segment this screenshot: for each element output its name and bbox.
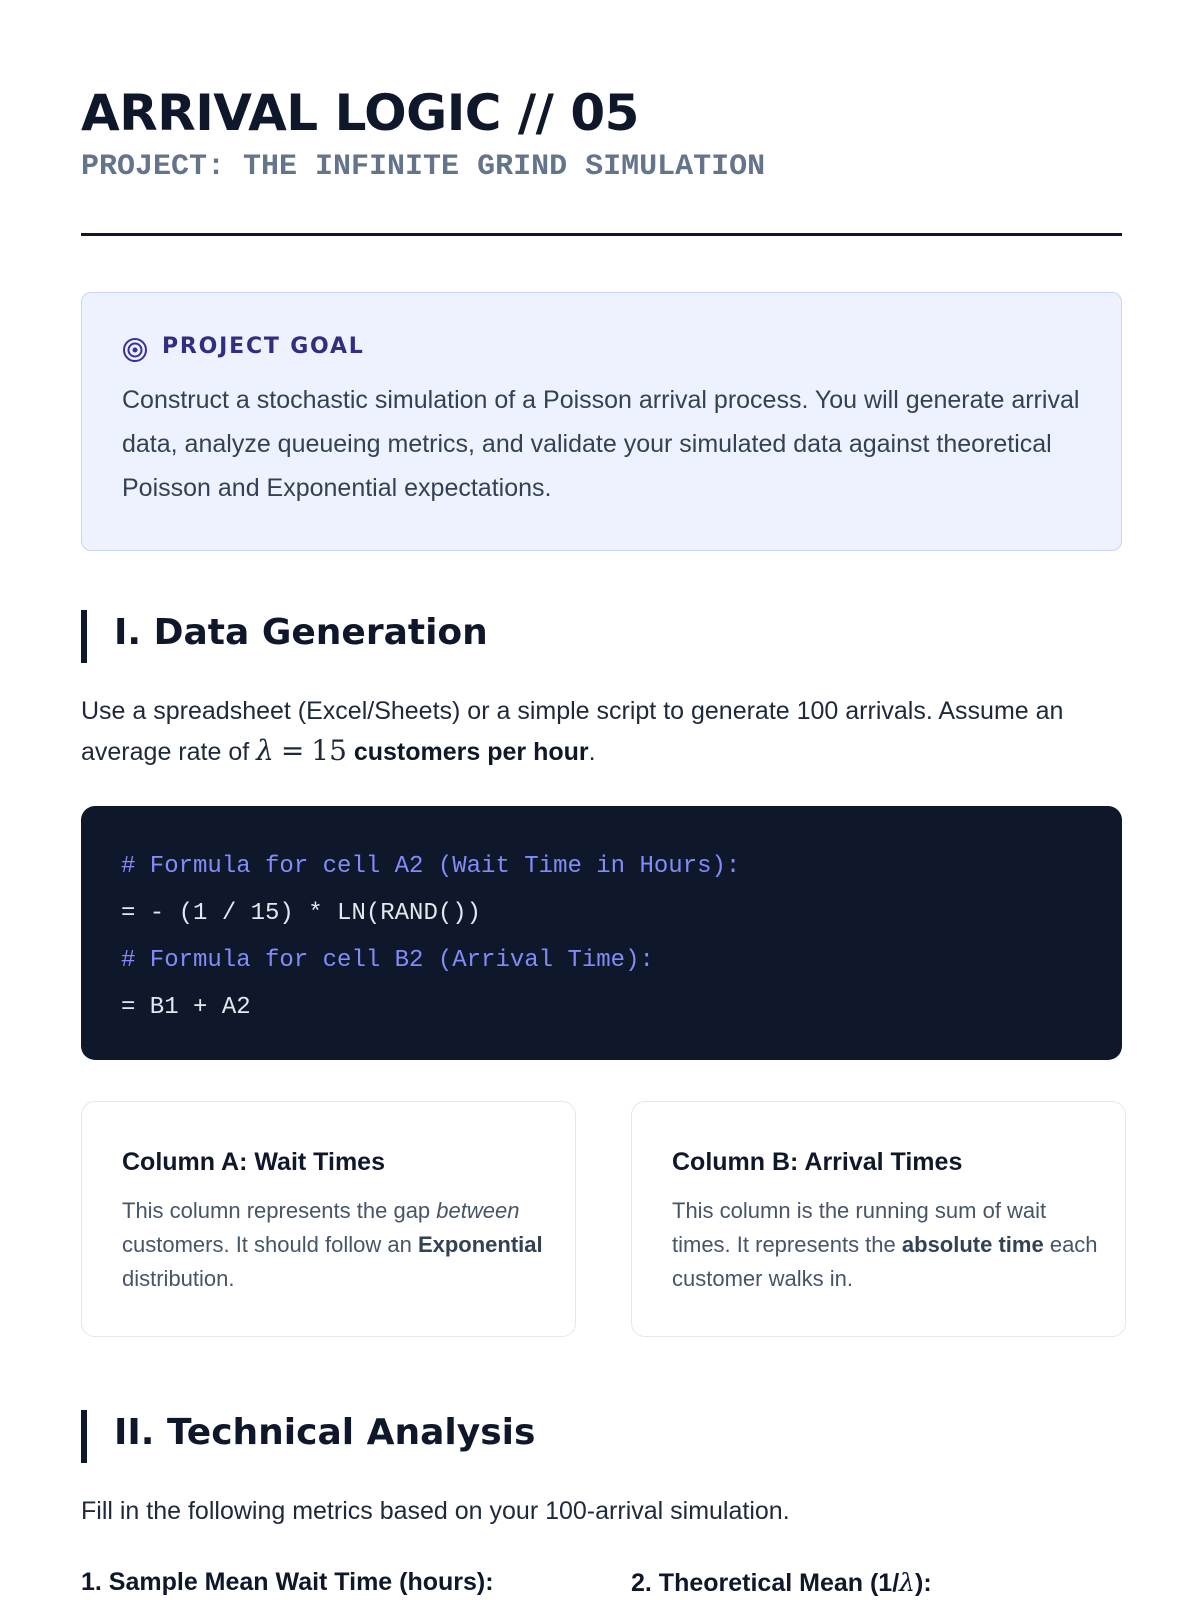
card-body	[122, 1194, 552, 1296]
card-body	[672, 1194, 1102, 1296]
card-title: Column A: Wait Times	[122, 1148, 385, 1176]
code-formula: = B1 + A2	[121, 994, 251, 1021]
metric-text: 2. Theoretical Mean (1/	[631, 1569, 900, 1597]
code-block	[81, 806, 1122, 1060]
metric-text: ):	[915, 1569, 932, 1597]
card-text-italic: between	[436, 1198, 520, 1223]
lambda-symbol: λ	[256, 734, 274, 767]
card-text-bold: Exponential	[417, 1232, 543, 1257]
card-arrival-times	[631, 1101, 1126, 1337]
card-wait-times	[81, 1101, 576, 1337]
code-formula: = - (1 / 15) * LN(RAND())	[121, 900, 482, 927]
card-text: distribution.	[122, 1266, 235, 1291]
code-comment: # Formula for cell A2 (Wait Time in Hours):	[121, 853, 741, 880]
intro-end: .	[588, 738, 596, 766]
header-divider	[81, 233, 1122, 236]
metric-label-sample-mean: 1. Sample Mean Wait Time (hours):	[81, 1568, 494, 1596]
code-comment: # Formula for cell B2 (Arrival Time):	[121, 947, 654, 974]
page-subtitle: PROJECT: THE INFINITE GRIND SIMULATION	[81, 150, 766, 184]
rate-unit: customers per hour	[353, 738, 589, 766]
section-title-data-generation: I. Data Generation	[114, 612, 488, 653]
card-text: This column is the running sum of wait times. It represents the	[672, 1198, 1047, 1257]
technical-analysis-intro: Fill in the following metrics based on your 100-arrival simulation.	[81, 1497, 790, 1525]
lambda-value: 15	[311, 734, 347, 767]
project-goal-label: PROJECT GOAL	[162, 334, 365, 359]
equals-sign: =	[280, 734, 305, 767]
card-text-bold: absolute time	[901, 1232, 1044, 1257]
data-generation-intro	[81, 691, 1122, 772]
page-title: ARRIVAL LOGIC // 05	[81, 84, 639, 142]
card-title: Column B: Arrival Times	[672, 1148, 963, 1176]
metric-label-theoretical-mean	[631, 1568, 932, 1598]
card-text: This column represents the gap	[122, 1198, 431, 1223]
section-accent-bar	[81, 1410, 87, 1463]
card-text: customers. It should follow an	[122, 1232, 412, 1257]
project-goal-text: Construct a stochastic simulation of a Poisson arrival process. You will generate arrival data, analyze queueing metrics, and validate your simulated data against theoretical Poisson and Exponential expectations.	[122, 386, 1080, 502]
target-icon	[122, 337, 148, 363]
section-title-technical-analysis: II. Technical Analysis	[114, 1412, 536, 1453]
intro-text: Use a spreadsheet (Excel/Sheets) or a simple script to generate 100 arrivals. Assume an average rate of	[81, 697, 1064, 766]
card-text: each customer walks in.	[672, 1232, 1098, 1291]
lambda-symbol: λ	[899, 1568, 915, 1597]
section-accent-bar	[81, 610, 87, 663]
